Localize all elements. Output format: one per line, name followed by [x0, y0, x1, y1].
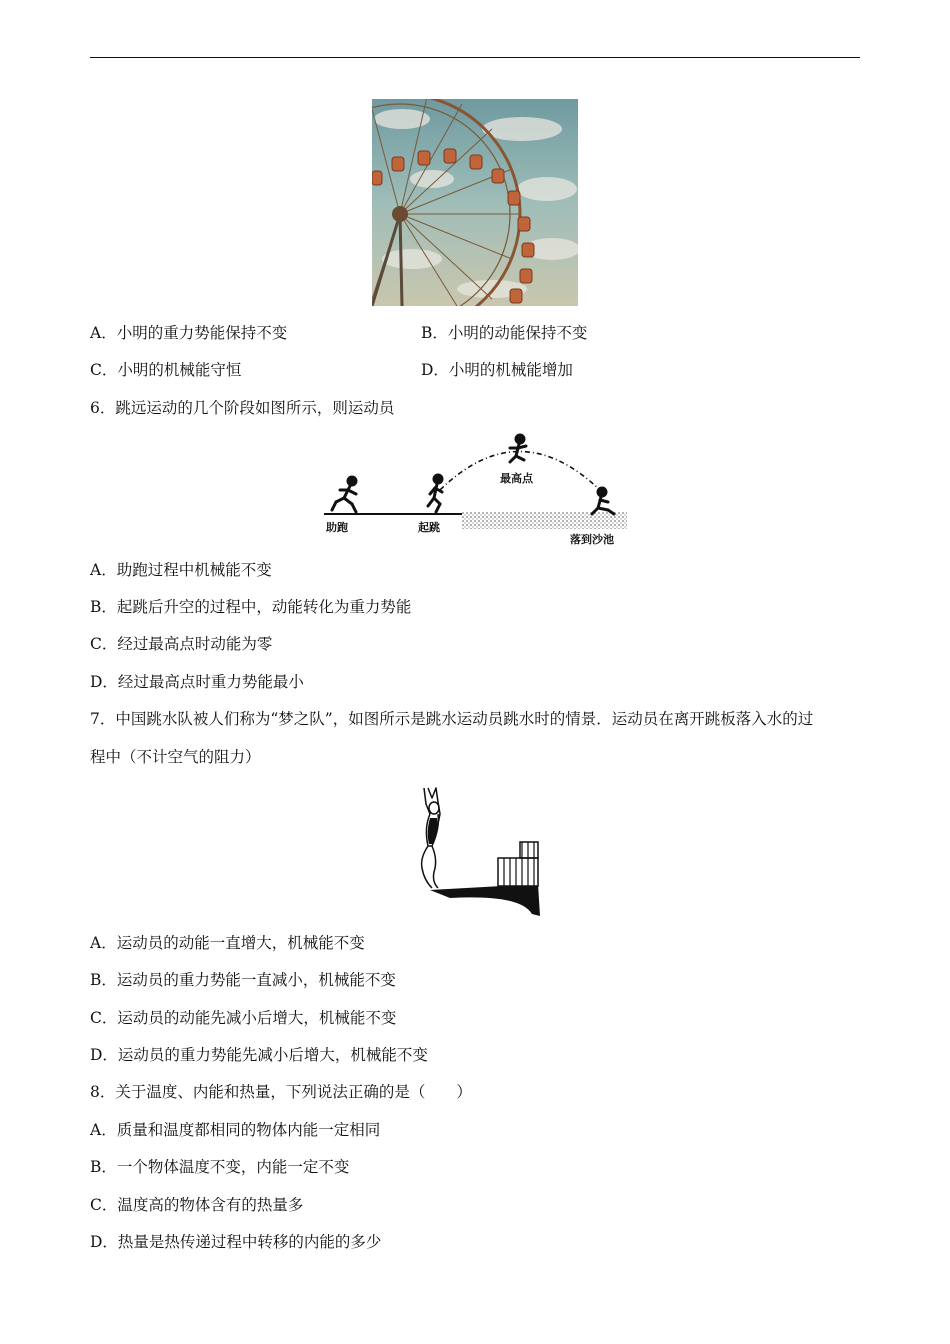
runner-figure [332, 477, 356, 512]
q7-stem-line1: 7．中国跳水队被人们称为“梦之队”，如图所示是跳水运动员跳水时的情景．运动员在离开跳板落入水的过 [90, 710, 814, 728]
label-highest: 最高点 [500, 472, 533, 485]
label-landing: 落到沙池 [570, 533, 614, 546]
ferris-wheel-image [372, 99, 578, 306]
diver-illustration [410, 784, 542, 920]
landing-figure [592, 488, 614, 514]
q5-option-a: A．小明的重力势能保持不变 [90, 324, 288, 342]
q8-option-b: B．一个物体温度不变，内能一定不变 [90, 1158, 350, 1176]
label-run: 助跑 [326, 521, 348, 534]
q7-option-c: C．运动员的动能先减小后增大，机械能不变 [90, 1009, 397, 1027]
q5-option-b: B．小明的动能保持不变 [421, 324, 588, 342]
takeoff-figure [428, 475, 442, 512]
label-takeoff: 起跳 [418, 521, 440, 534]
q6-stem: 6．跳远运动的几个阶段如图所示，则运动员 [90, 399, 395, 417]
q8-option-a: A．质量和温度都相同的物体内能一定相同 [90, 1121, 381, 1139]
q8-stem: 8．关于温度、内能和热量，下列说法正确的是（ ） [90, 1083, 472, 1101]
q5-option-d: D．小明的机械能增加 [421, 361, 573, 379]
q8-option-c: C．温度高的物体含有的热量多 [90, 1196, 304, 1214]
q7-option-a: A．运动员的动能一直增大，机械能不变 [90, 934, 365, 952]
q5-option-c: C．小明的机械能守恒 [90, 361, 242, 379]
q8-option-d: D．热量是热传递过程中转移的内能的多少 [90, 1233, 382, 1251]
q6-option-c: C．经过最高点时动能为零 [90, 635, 273, 653]
q6-option-b: B．起跳后升空的过程中，动能转化为重力势能 [90, 598, 412, 616]
q7-option-d: D．运动员的重力势能先减小后增大，机械能不变 [90, 1046, 428, 1064]
q6-option-a: A．助跑过程中机械能不变 [90, 561, 272, 579]
q7-option-b: B．运动员的重力势能一直减小，机械能不变 [90, 971, 396, 989]
q7-stem-line2: 程中（不计空气的阻力） [90, 748, 261, 766]
q6-option-d: D．经过最高点时重力势能最小 [90, 673, 304, 691]
header-rule [90, 57, 860, 58]
long-jump-diagram [322, 432, 632, 550]
highest-point-figure [510, 435, 526, 462]
